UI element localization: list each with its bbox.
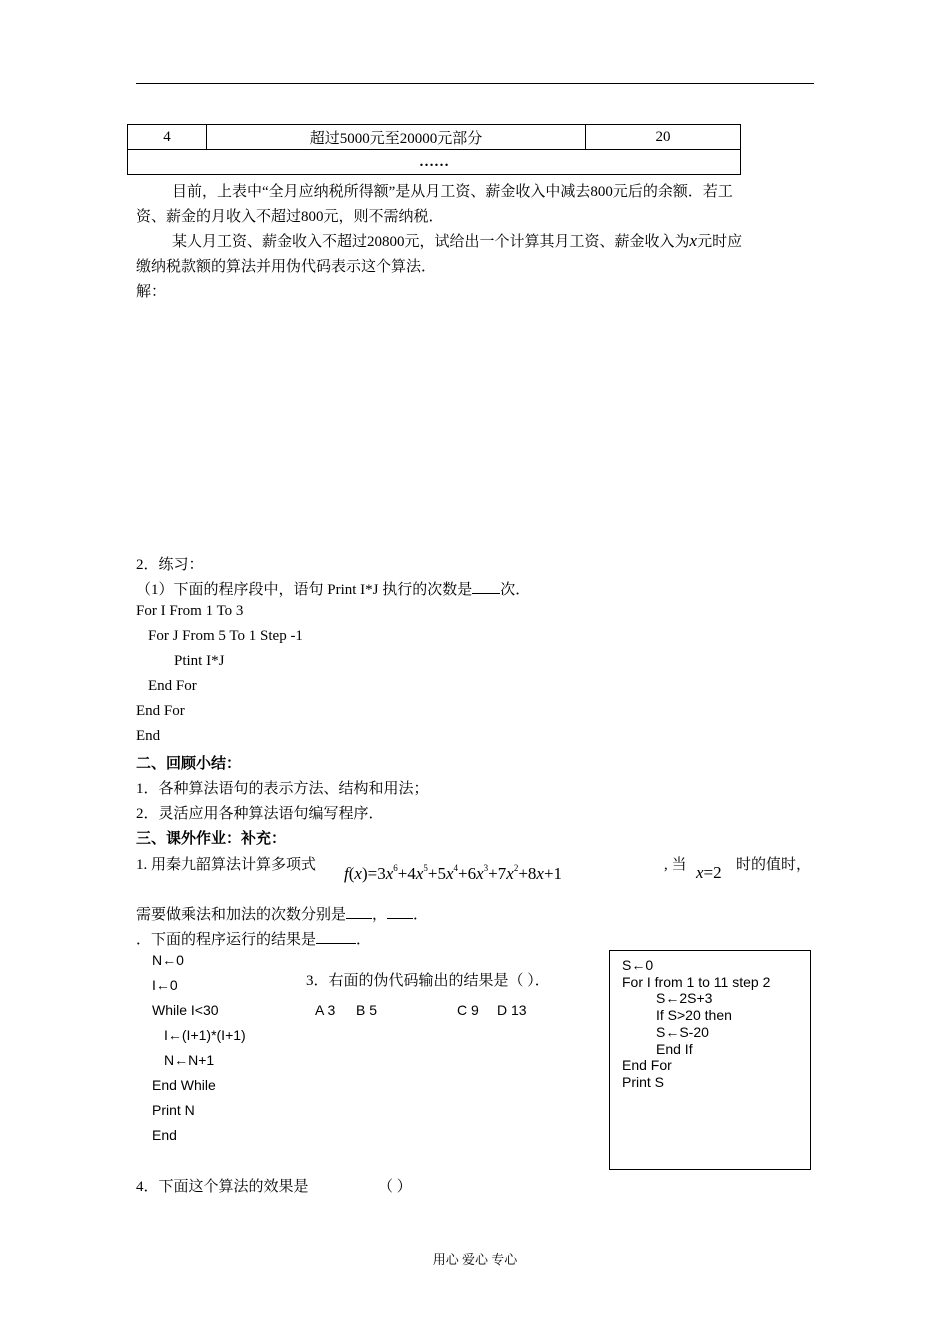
code-line: While I<30 bbox=[152, 1002, 219, 1018]
question-text: ．下面的程序运行的结果是 bbox=[136, 932, 317, 948]
review-item: 1．各种算法语句的表示方法、结构和用法； bbox=[136, 781, 429, 797]
code-line: For I from 1 to 11 step 2 bbox=[622, 974, 771, 990]
code-line: End For bbox=[136, 703, 185, 719]
code-line: Ptint I*J bbox=[174, 653, 225, 669]
code-line: N←N+1 bbox=[164, 1052, 215, 1068]
homework-q1-prefix: 1. 用秦九韶算法计算多项式 bbox=[136, 857, 317, 873]
code-line: End If bbox=[656, 1041, 693, 1057]
question-text: （1）下面的程序段中，语句 Print I*J 执行的次数是 bbox=[136, 582, 473, 598]
code-line: S←2S+3 bbox=[656, 990, 713, 1006]
code-line: End While bbox=[152, 1077, 216, 1093]
table-cell-rate: 20 bbox=[586, 125, 741, 150]
tax-table bbox=[127, 124, 741, 175]
homework-q2 bbox=[136, 928, 371, 949]
code-line: S←0 bbox=[622, 957, 654, 973]
answer-blank bbox=[387, 904, 413, 919]
table-row bbox=[128, 150, 741, 175]
question-text: 次． bbox=[500, 582, 531, 598]
x-value: x=2 bbox=[696, 863, 722, 882]
code-line: I←(I+1)*(I+1) bbox=[164, 1027, 246, 1043]
code-line: Print S bbox=[622, 1074, 665, 1090]
answer-blank bbox=[346, 904, 372, 919]
paragraph-line: 缴纳税款额的算法并用伪代码表示这个算法． bbox=[136, 259, 437, 275]
homework-heading: 三、课外作业：补充： bbox=[136, 831, 287, 847]
table-cell-range: 超过5000元至20000元部分 bbox=[207, 125, 586, 150]
code-line: I←0 bbox=[152, 977, 178, 993]
code-line: For J From 5 To 1 Step -1 bbox=[148, 628, 303, 644]
table-ellipsis: …… bbox=[128, 150, 741, 175]
code-line: Print N bbox=[152, 1102, 195, 1118]
code-line: N←0 bbox=[152, 952, 184, 968]
option-a: A 3 bbox=[315, 1002, 336, 1018]
question-text: ， bbox=[372, 907, 388, 923]
review-item: 2．灵活应用各种算法语句编写程序． bbox=[136, 806, 384, 822]
paragraph-line: 目前，上表中“全月应纳税所得额”是从月工资、薪金收入中减去800元后的余额．若工 bbox=[172, 184, 733, 200]
paragraph-line bbox=[172, 230, 742, 251]
code-line: End bbox=[136, 728, 161, 744]
homework-q1-line2 bbox=[136, 903, 428, 924]
option-c: C 9 bbox=[457, 1002, 479, 1018]
code-line: If S>20 then bbox=[656, 1007, 732, 1023]
code-line: End For bbox=[622, 1057, 672, 1073]
practice-heading: 2．练习： bbox=[136, 557, 204, 573]
question-text: ． bbox=[413, 907, 429, 923]
answer-paren: （ ） bbox=[378, 1179, 412, 1195]
homework-q1-suffix: 时的值时， bbox=[736, 857, 812, 873]
answer-blank bbox=[316, 929, 356, 944]
code-line: For I From 1 To 3 bbox=[136, 603, 244, 619]
homework-q4: 4．下面这个算法的效果是 bbox=[136, 1179, 309, 1195]
table-cell-level: 4 bbox=[128, 125, 207, 150]
solution-label: 解： bbox=[136, 284, 167, 300]
answer-blank bbox=[472, 579, 500, 594]
question-text: ． bbox=[356, 932, 372, 948]
homework-q1-when: , 当 bbox=[664, 857, 687, 873]
page-footer: 用心 爱心 专心 bbox=[432, 1252, 518, 1267]
table-row bbox=[128, 125, 741, 150]
code-line: End For bbox=[148, 678, 197, 694]
variable-x: x bbox=[689, 231, 698, 250]
homework-q3: 3．右面的伪代码输出的结果是（ ）． bbox=[306, 973, 550, 989]
paragraph-text: 某人月工资、薪金收入不超过20800元，试给出一个计算其月工资、薪金收入为 bbox=[172, 234, 690, 250]
option-d: D 13 bbox=[497, 1002, 527, 1018]
practice-question-1 bbox=[136, 578, 530, 599]
option-b: B 5 bbox=[356, 1002, 378, 1018]
review-heading: 二、回顾小结： bbox=[136, 756, 242, 772]
code-line: End bbox=[152, 1127, 177, 1143]
paragraph-line: 资、薪金的月收入不超过800元，则不需纳税． bbox=[136, 209, 444, 225]
paragraph-text: 元时应 bbox=[697, 234, 743, 250]
code-line: S←S-20 bbox=[656, 1024, 709, 1040]
pseudocode-box bbox=[609, 950, 811, 1170]
header-rule bbox=[136, 83, 814, 84]
question-text: 需要做乘法和加法的次数分别是 bbox=[136, 907, 347, 923]
polynomial-formula: $f(x)=3x^6+4x^5+5x^4+6x^3+7x^2+8x+1$ bbox=[344, 863, 563, 883]
